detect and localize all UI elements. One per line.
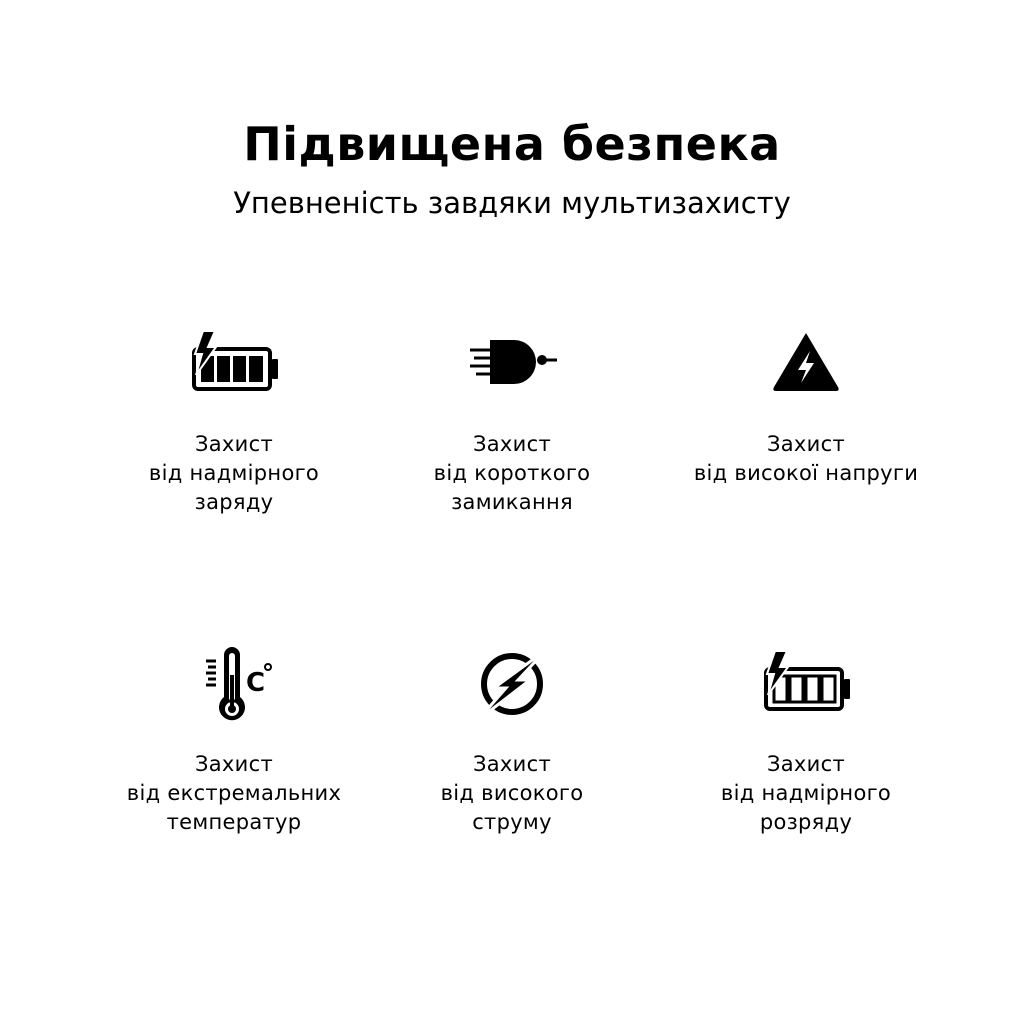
feature-short-circuit-protection [362,320,662,540]
feature-label-line: Захист [767,752,845,776]
page-subtitle: Упевненість завдяки мультизахисту [233,186,791,220]
no-current-icon [462,642,562,722]
page-title: Підвищена безпека [243,117,781,171]
feature-label-line: Захист [473,432,551,456]
feature-label-line: замикання [451,490,573,514]
feature-label-line: Захист [767,432,845,456]
feature-label-line: розряду [759,810,853,834]
feature-label-line: від короткого [433,461,591,485]
feature-label-line: Захист [473,752,551,776]
feature-label-line: від високого [440,781,584,805]
feature-label [362,430,662,517]
feature-label-line: струму [472,810,552,834]
feature-label-line: заряду [194,490,274,514]
feature-label-line: від екстремальних [126,781,342,805]
battery-overcharge-icon [184,325,284,405]
feature-label [84,430,384,517]
feature-label-line: Захист [195,752,273,776]
battery-overdischarge-icon [756,645,856,725]
thermometer-celsius-icon [184,645,284,725]
feature-label-line: температур [166,810,302,834]
feature-label-line: від надмірного [148,461,320,485]
feature-high-voltage-protection [656,320,956,540]
feature-label [84,750,384,837]
feature-label-line: Захист [195,432,273,456]
feature-overcharge-protection [84,320,384,540]
high-voltage-icon [756,325,856,405]
feature-high-current-protection [362,640,662,860]
feature-label-line: від надмірного [720,781,892,805]
feature-label [656,750,956,837]
logic-gate-icon [462,320,562,400]
svg-text:C: C [246,668,266,698]
feature-overdischarge-protection [656,640,956,860]
feature-label [656,430,956,488]
feature-label [362,750,662,837]
feature-label-line: від високої напруги [693,461,919,485]
feature-temperature-protection [84,640,384,860]
